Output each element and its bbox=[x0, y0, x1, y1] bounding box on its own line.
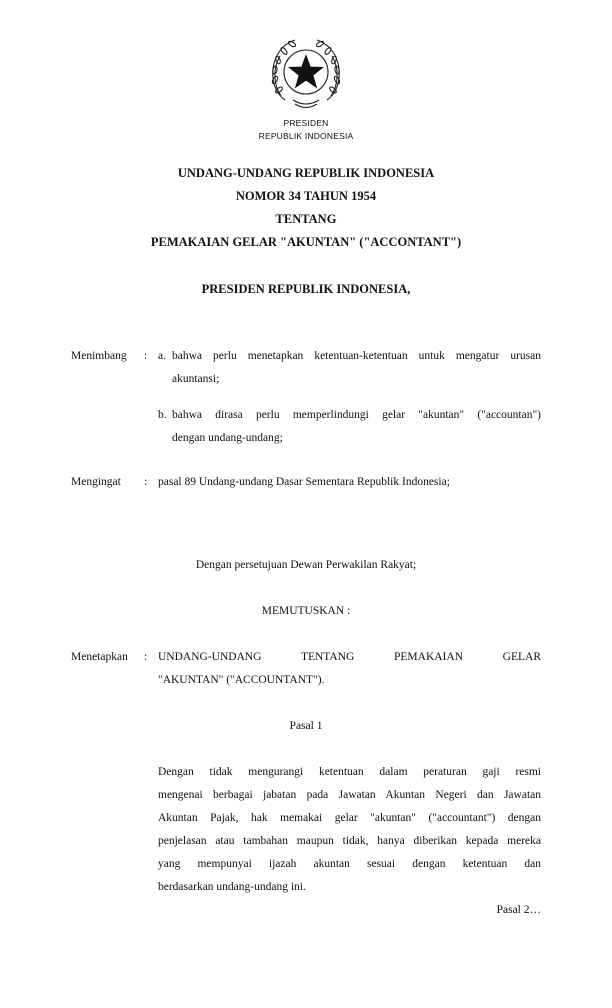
menimbang-a-line2: akuntansi; bbox=[172, 373, 220, 385]
pasal1-line: Akuntan Pajak, hak memakai gelar "akuntan" ("accountant") dengan bbox=[158, 812, 541, 824]
garuda-emblem-icon bbox=[263, 34, 349, 112]
pasal1-line: mengenai berbagai jabatan pada Jawatan Akuntan Negeri dan Jawatan bbox=[158, 789, 541, 801]
next-page-reference: Pasal 2… bbox=[496, 904, 541, 916]
pasal1-line: penjelasan atau tambahan maupun tidak, hanya diberikan kepada mereka bbox=[158, 835, 541, 847]
menetapkan-line1: UNDANG-UNDANG TENTANG PEMAKAIAN GELAR bbox=[158, 651, 541, 663]
menetapkan-label: Menetapkan bbox=[71, 651, 128, 663]
menetapkan-line2: "AKUNTAN" ("ACCOUNTANT"). bbox=[158, 674, 325, 686]
pasal1-line: Dengan tidak mengurangi ketentuan dalam peraturan gaji resmi bbox=[158, 766, 541, 778]
president-caption-line2: REPUBLIK INDONESIA bbox=[258, 131, 354, 141]
menimbang-b-line2: dengan undang-undang; bbox=[172, 432, 283, 444]
menetapkan-colon: : bbox=[144, 651, 148, 663]
president-caption-line1: PRESIDEN bbox=[283, 118, 329, 128]
mengingat-label: Mengingat bbox=[71, 476, 121, 488]
issuer-heading: PRESIDEN REPUBLIK INDONESIA, bbox=[201, 282, 411, 296]
title-line3: TENTANG bbox=[275, 212, 337, 226]
menimbang-a-marker: a. bbox=[158, 350, 166, 362]
title-line1: UNDANG-UNDANG REPUBLIK INDONESIA bbox=[177, 166, 435, 180]
title-line4: PEMAKAIAN GELAR "AKUNTAN" ("ACCONTANT") bbox=[150, 235, 462, 249]
menimbang-b-line1: bahwa dirasa perlu memperlindungi gelar "akuntan" ("accountan") bbox=[172, 409, 541, 421]
mengingat-colon: : bbox=[144, 476, 148, 488]
pasal1-line: berdasarkan undang-undang ini. bbox=[158, 881, 306, 893]
title-line2: NOMOR 34 TAHUN 1954 bbox=[235, 189, 377, 203]
menimbang-a-line1: bahwa perlu menetapkan ketentuan-ketentuan untuk mengatur urusan bbox=[172, 350, 541, 362]
menimbang-b-marker: b. bbox=[158, 409, 167, 421]
pasal1-line: yang mempunyai ijazah akuntan sesuai dengan ketentuan dan bbox=[158, 858, 541, 870]
persetujuan-text: Dengan persetujuan Dewan Perwakilan Rakyat; bbox=[195, 559, 417, 571]
memutuskan-heading: MEMUTUSKAN : bbox=[261, 605, 351, 617]
menimbang-colon: : bbox=[144, 350, 148, 362]
mengingat-text: pasal 89 Undang-undang Dasar Sementara Republik Indonesia; bbox=[158, 476, 450, 488]
menimbang-label: Menimbang bbox=[71, 350, 127, 362]
pasal1-heading: Pasal 1 bbox=[289, 720, 323, 732]
